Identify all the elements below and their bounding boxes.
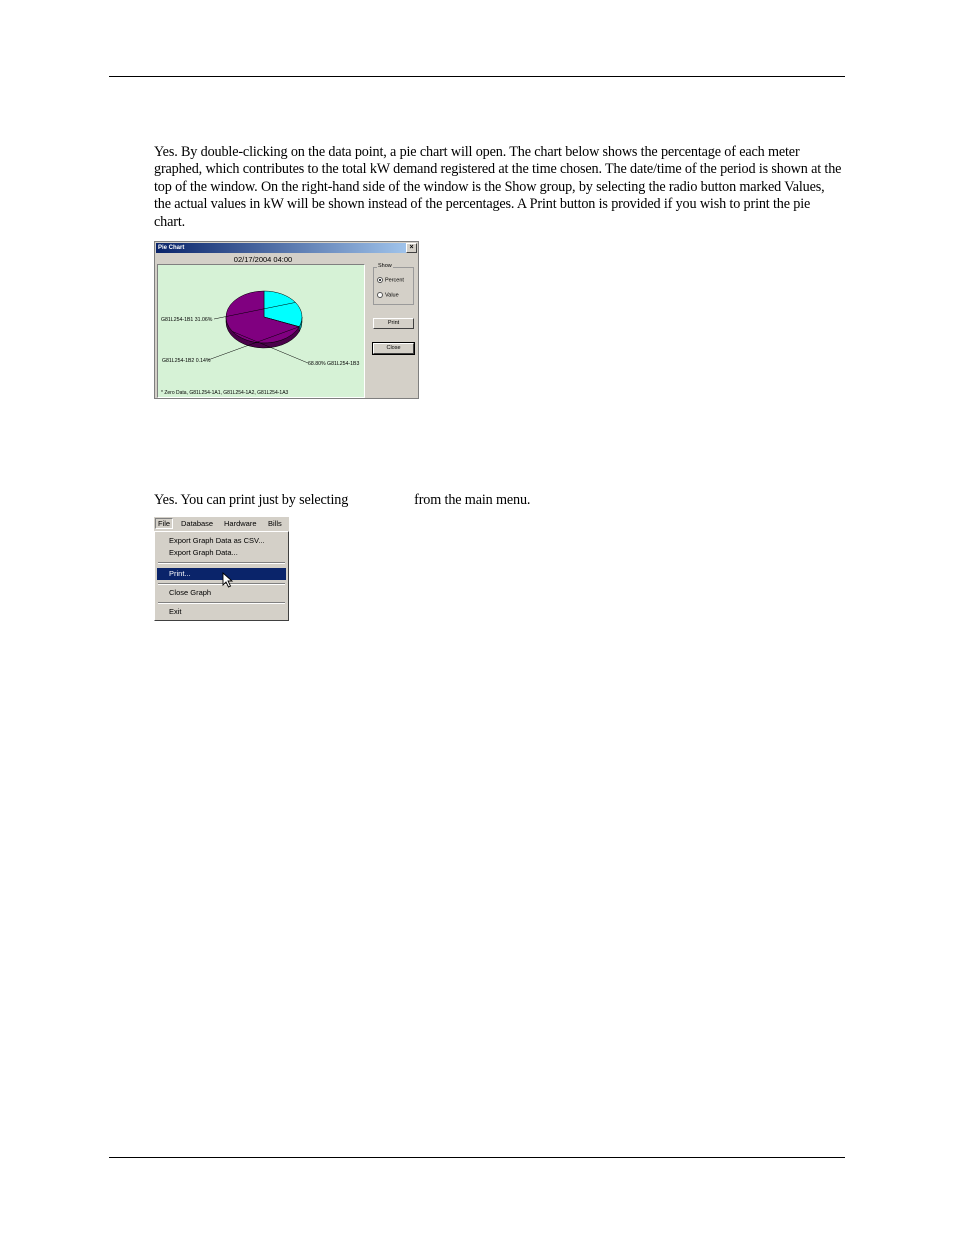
menu-item-export-csv[interactable]: Export Graph Data as CSV... bbox=[169, 536, 265, 545]
radio-percent[interactable] bbox=[377, 277, 404, 283]
pie-chart-area bbox=[157, 264, 365, 398]
menu-bills[interactable]: Bills bbox=[268, 519, 282, 528]
radio-selected-icon[interactable] bbox=[377, 277, 383, 283]
close-button[interactable]: Close bbox=[373, 343, 414, 354]
date-time-label: 02/17/2004 04:00 bbox=[233, 255, 293, 264]
show-group-title: Show bbox=[378, 263, 392, 269]
menu-separator bbox=[158, 602, 285, 604]
radio-value-label: Value bbox=[385, 292, 399, 299]
menu-separator bbox=[158, 562, 285, 564]
slice-label-b3: 68.80% G81L254-1B3 bbox=[308, 361, 360, 367]
menu-item-exit[interactable]: Exit bbox=[169, 607, 182, 616]
menu-file[interactable]: File bbox=[155, 518, 173, 529]
menu-item-close-graph[interactable]: Close Graph bbox=[169, 588, 212, 597]
mouse-cursor-icon bbox=[222, 572, 236, 590]
paragraph-pie-chart bbox=[154, 144, 844, 231]
paragraph2-after: from the main menu. bbox=[414, 492, 531, 508]
radio-value[interactable] bbox=[377, 292, 399, 298]
radio-unselected-icon[interactable] bbox=[377, 292, 383, 298]
window-titlebar bbox=[156, 243, 417, 253]
pie-chart bbox=[158, 265, 364, 397]
paragraph-text: Yes. By double-clicking on the data point, a pie chart will open. The chart below shows the percentage of each meter graphed, which contributes to the total kW demand registered at the time chosen. The date/time of the period is shown at the top of the window. On the right-hand side of the window is the Show group, by selecting the radio button marked Values, the actual values in kW will be shown instead of the percentages. A Print button is provided if you wish to print the pie chart. bbox=[154, 144, 842, 230]
paragraph2-before: Yes. You can print just by selecting bbox=[154, 492, 349, 508]
header-rule bbox=[109, 76, 845, 77]
close-icon[interactable]: × bbox=[406, 243, 417, 253]
footer-rule bbox=[109, 1157, 845, 1158]
file-menu-screenshot bbox=[154, 517, 289, 621]
window-title: Pie Chart bbox=[158, 245, 185, 251]
menu-hardware[interactable]: Hardware bbox=[224, 519, 257, 528]
pie-chart-window bbox=[154, 241, 419, 399]
zero-data-footnote: * Zero Data, G81L254-1A1, G81L254-1A2, G81L254-1A3 bbox=[161, 390, 289, 396]
paragraph-print bbox=[154, 492, 844, 509]
print-button[interactable]: Print bbox=[373, 318, 414, 329]
menubar bbox=[154, 517, 289, 531]
slice-label-b2: G81L254-1B2 0.14% bbox=[162, 358, 211, 364]
menu-item-print[interactable]: Print... bbox=[157, 568, 286, 580]
radio-percent-label: Percent bbox=[385, 277, 404, 284]
show-group bbox=[373, 263, 414, 305]
slice-label-b1: G81L254-1B1 31.06% bbox=[161, 317, 213, 323]
menu-item-export-data[interactable]: Export Graph Data... bbox=[169, 548, 238, 557]
menu-database[interactable]: Database bbox=[181, 519, 214, 528]
